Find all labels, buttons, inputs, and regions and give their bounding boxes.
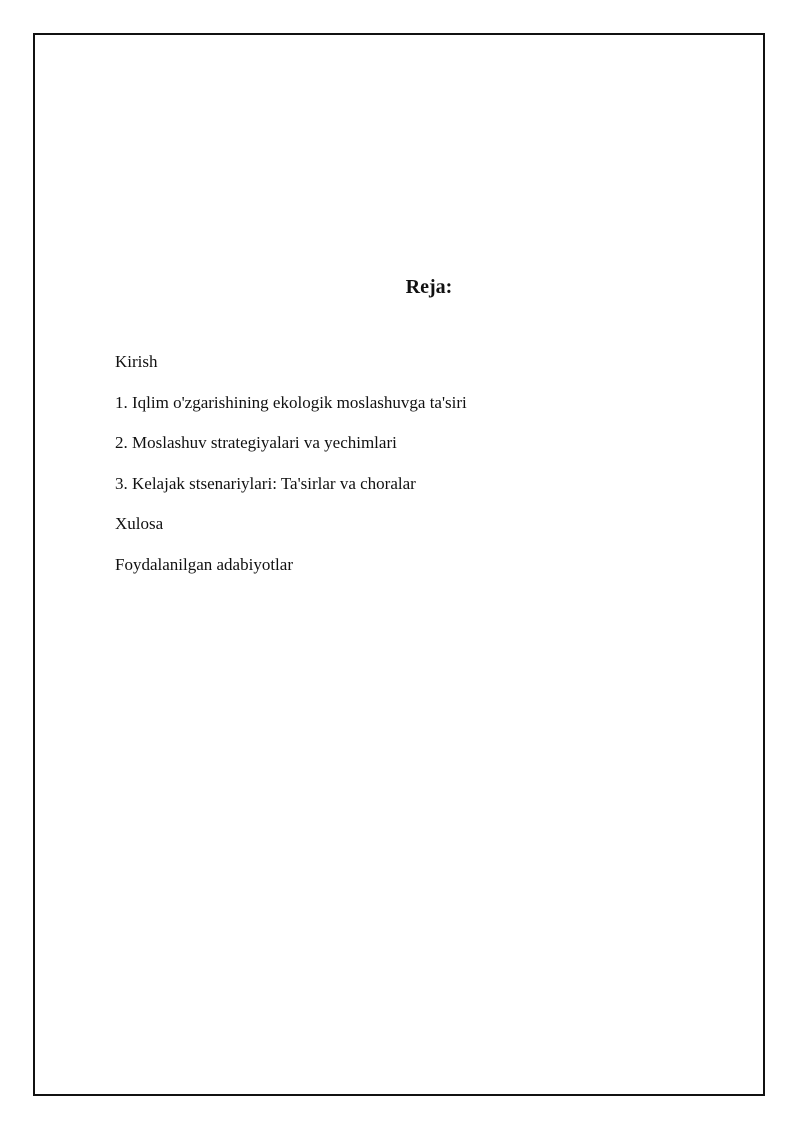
plan-list (115, 350, 467, 594)
plan-title: Reja: (405, 276, 453, 298)
plan-item-intro: Kirish (115, 352, 158, 371)
plan-item-conclusion: Xulosa (115, 514, 164, 534)
plan-item-2: 2. Moslashuv strategiyalari va yechimlari (115, 433, 397, 453)
plan-item-3: 3. Kelajak stsenariylari: Ta'sirlar va choralar (115, 473, 416, 493)
plan-item-references: Foydalanilgan adabiyotlar (115, 554, 293, 574)
plan-item-1: 1. Iqlim o'zgarishining ekologik moslashuvga ta'siri (115, 392, 467, 412)
